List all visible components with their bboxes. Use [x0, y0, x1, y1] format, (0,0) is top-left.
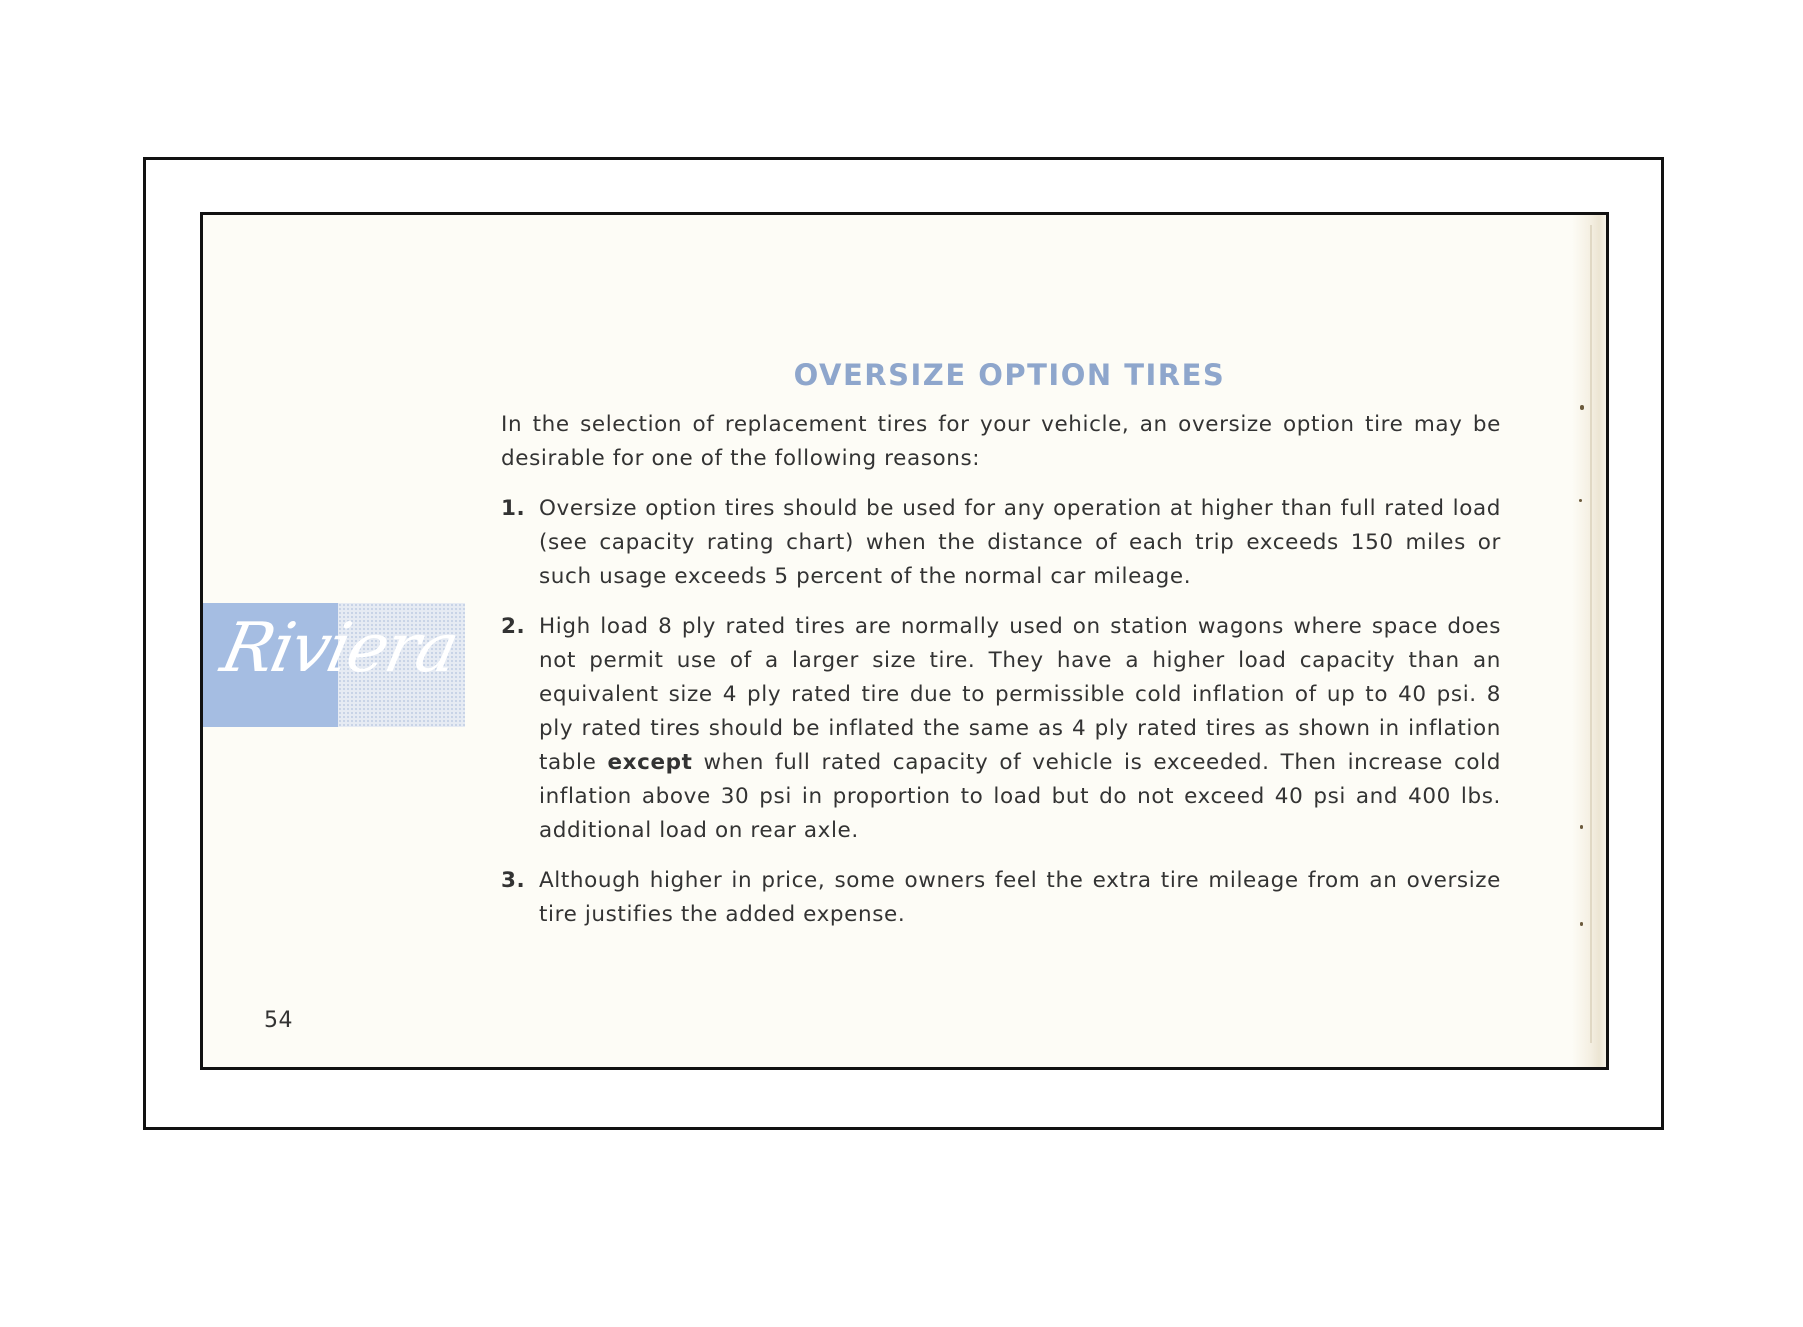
reason-text	[539, 610, 1501, 848]
emphasis-word: except	[607, 750, 693, 775]
reason-item-2	[501, 610, 1501, 848]
paper-speck	[1580, 825, 1583, 829]
reason-number: 3.	[501, 868, 526, 893]
page-number: 54	[264, 1008, 293, 1033]
reason-item-3	[501, 864, 1501, 932]
reason-number: 2.	[501, 614, 526, 639]
body-text	[501, 408, 1501, 948]
reason-text: Oversize option tires should be used for any operation at higher than full rated load (see capacity rating chart) when the distance of each trip exceeds 150 miles or such usage exceeds 5 percent of the normal car mileage.	[539, 496, 1501, 589]
page-binding-edge	[1572, 215, 1606, 1067]
reason-text-part: High load 8 ply rated tires are normally used on station wagons where space does not permit use of a larger size tire. They have a higher load capacity than an equivalent size 4 ply rated tire due to permissible cold inflation of up to 40 psi. 8 ply rated tires should be inflated the same as 4 ply rated tires as shown in inflation table	[539, 614, 1501, 775]
paper-speck	[1580, 922, 1583, 926]
page-edge-line	[1590, 225, 1592, 1043]
page-title: OVERSIZE OPTION TIRES	[793, 358, 1226, 392]
reason-text: Although higher in price, some owners feel the extra tire mileage from an oversize tire justifies the added expense.	[539, 868, 1501, 927]
paper-speck	[1579, 499, 1582, 502]
reason-item-1	[501, 492, 1501, 594]
intro-paragraph: In the selection of replacement tires for your vehicle, an oversize option tire may be desirable for one of the following reasons:	[501, 412, 1501, 471]
logo-script: Riviera	[214, 609, 464, 688]
riviera-logo	[203, 603, 465, 727]
paper-speck	[1580, 405, 1584, 410]
reason-text-part: when full rated capacity of vehicle is exceeded. Then increase cold inflation above 30 psi in proportion to load but do not exceed 40 psi and 400 lbs. additional load on rear axle.	[539, 750, 1501, 843]
reason-number: 1.	[501, 496, 526, 521]
manual-page	[200, 212, 1609, 1070]
